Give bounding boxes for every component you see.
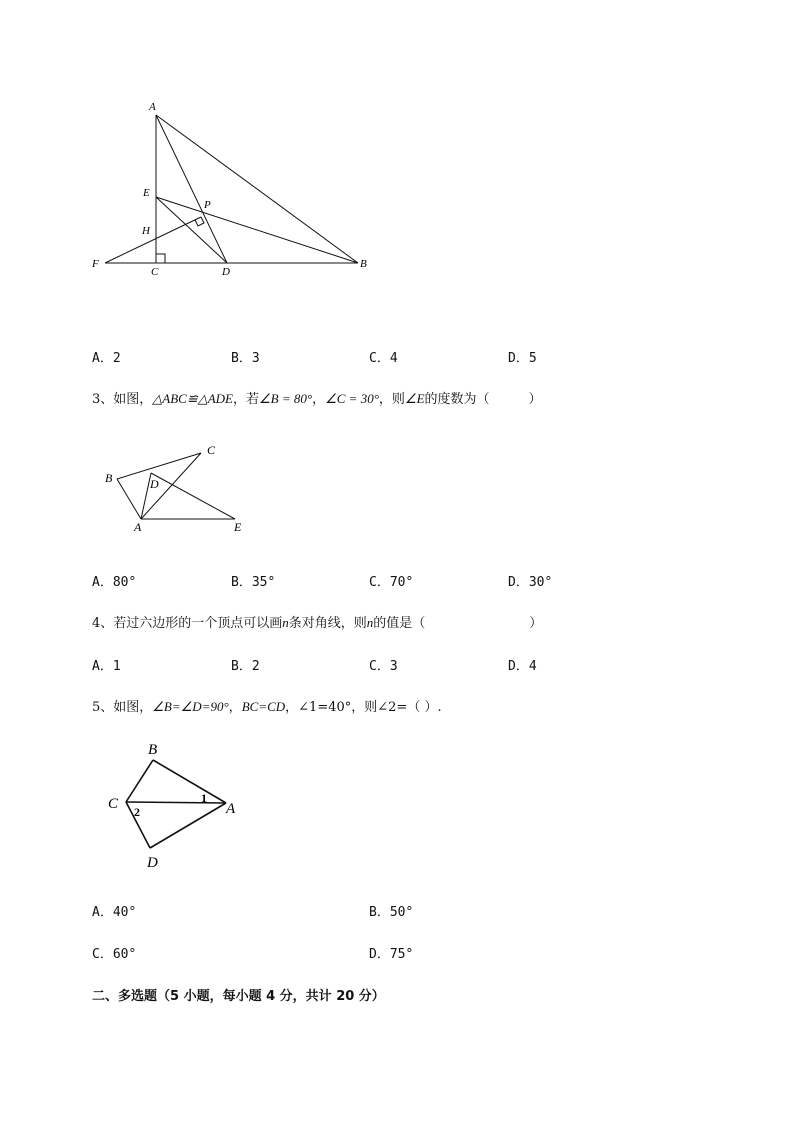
label-e: E	[234, 520, 242, 534]
q4-var-n-2: n	[366, 615, 374, 630]
q5-angle-1: ∠1=40°	[298, 700, 352, 715]
segment-ba	[117, 479, 141, 519]
q5-option-c[interactable]: C．60°	[92, 947, 137, 962]
label-d: D	[150, 477, 159, 491]
q5-suffix: ，则∠2=（ ）.	[351, 700, 442, 715]
figure-kite-quadrilateral	[100, 735, 260, 875]
segment-da	[150, 803, 226, 848]
label-angle-1: 1	[201, 791, 207, 805]
q4-var-n-1: n	[282, 615, 289, 630]
q3-angle-c: ∠C = 30°	[325, 391, 379, 406]
segment-ca	[126, 802, 226, 803]
label-b: B	[360, 258, 367, 270]
label-e: E	[143, 187, 150, 199]
figure-congruent-triangles	[100, 438, 260, 538]
label-a: A	[149, 101, 156, 113]
question-4	[92, 612, 542, 631]
label-c: C	[108, 796, 119, 812]
label-d: D	[147, 855, 158, 871]
q4-option-a[interactable]: A．1	[92, 659, 121, 674]
label-c: C	[207, 443, 216, 457]
q4-option-b[interactable]: B．2	[231, 659, 260, 674]
q5-sep2: ，	[285, 700, 299, 715]
segment-bc	[117, 453, 201, 479]
q3-mid1: ，若	[233, 392, 260, 407]
q4-suffix: 的值是（ ）	[373, 616, 543, 631]
segment-cb	[126, 760, 153, 802]
q3-option-a[interactable]: A．80°	[92, 575, 137, 590]
q2-option-c[interactable]: C．4	[369, 351, 398, 366]
q5-sep1: ，	[228, 700, 242, 715]
q5-option-d[interactable]: D．75°	[369, 947, 414, 962]
q3-angle-b: ∠B = 80°	[259, 391, 313, 406]
section-heading-multiple-choice: 二、多选题（5 小题，每小题 4 分，共计 20 分）	[92, 989, 385, 1004]
label-h: H	[142, 225, 150, 237]
q3-congruence: △ABC≌△ADE	[152, 391, 233, 406]
label-c: C	[151, 266, 159, 278]
label-p: P	[204, 199, 211, 211]
label-f: F	[92, 258, 99, 270]
q3-angle-e: ∠E	[404, 391, 425, 406]
q5-option-b[interactable]: B．50°	[369, 905, 414, 920]
q3-option-c[interactable]: C．70°	[369, 575, 414, 590]
label-b: B	[148, 742, 158, 758]
q5-right-angles: ∠B=∠D=90°	[152, 699, 229, 714]
segment-ed	[156, 197, 227, 263]
q3-prefix: 3、如图，	[92, 392, 153, 407]
segment-ad	[156, 115, 227, 263]
q4-option-c[interactable]: C．3	[369, 659, 398, 674]
figure-triangle-abc-with-perpendiculars	[85, 95, 385, 280]
segment-de	[151, 473, 235, 519]
label-a: A	[134, 520, 142, 534]
segment-ab	[156, 115, 358, 263]
segment-fp	[105, 217, 201, 263]
q2-option-b[interactable]: B．3	[231, 351, 260, 366]
q4-prefix: 4、若过六边形的一个顶点可以画	[92, 616, 283, 631]
right-angle-mark-c	[156, 254, 165, 263]
q2-option-d[interactable]: D．5	[508, 351, 537, 366]
question-3	[92, 388, 542, 407]
q5-equal-sides: BC=CD	[241, 699, 286, 714]
q4-option-d[interactable]: D．4	[508, 659, 537, 674]
label-angle-2: 2	[134, 805, 140, 819]
segment-eb	[156, 197, 358, 263]
q3-mid2: ，则	[378, 392, 405, 407]
q2-option-a[interactable]: A．2	[92, 351, 121, 366]
q3-sep: ，	[312, 392, 326, 407]
segment-ba	[153, 760, 226, 803]
label-b: B	[105, 471, 113, 485]
question-5	[92, 696, 442, 715]
q3-option-b[interactable]: B．35°	[231, 575, 276, 590]
label-d: D	[222, 266, 230, 278]
q3-suffix: 的度数为（ ）	[424, 392, 542, 407]
q4-mid: 条对角线，则	[288, 616, 367, 631]
right-angle-mark-p	[195, 217, 204, 226]
q5-prefix: 5、如图，	[92, 700, 153, 715]
q5-option-a[interactable]: A．40°	[92, 905, 137, 920]
q3-option-d[interactable]: D．30°	[508, 575, 553, 590]
label-a: A	[226, 801, 236, 817]
